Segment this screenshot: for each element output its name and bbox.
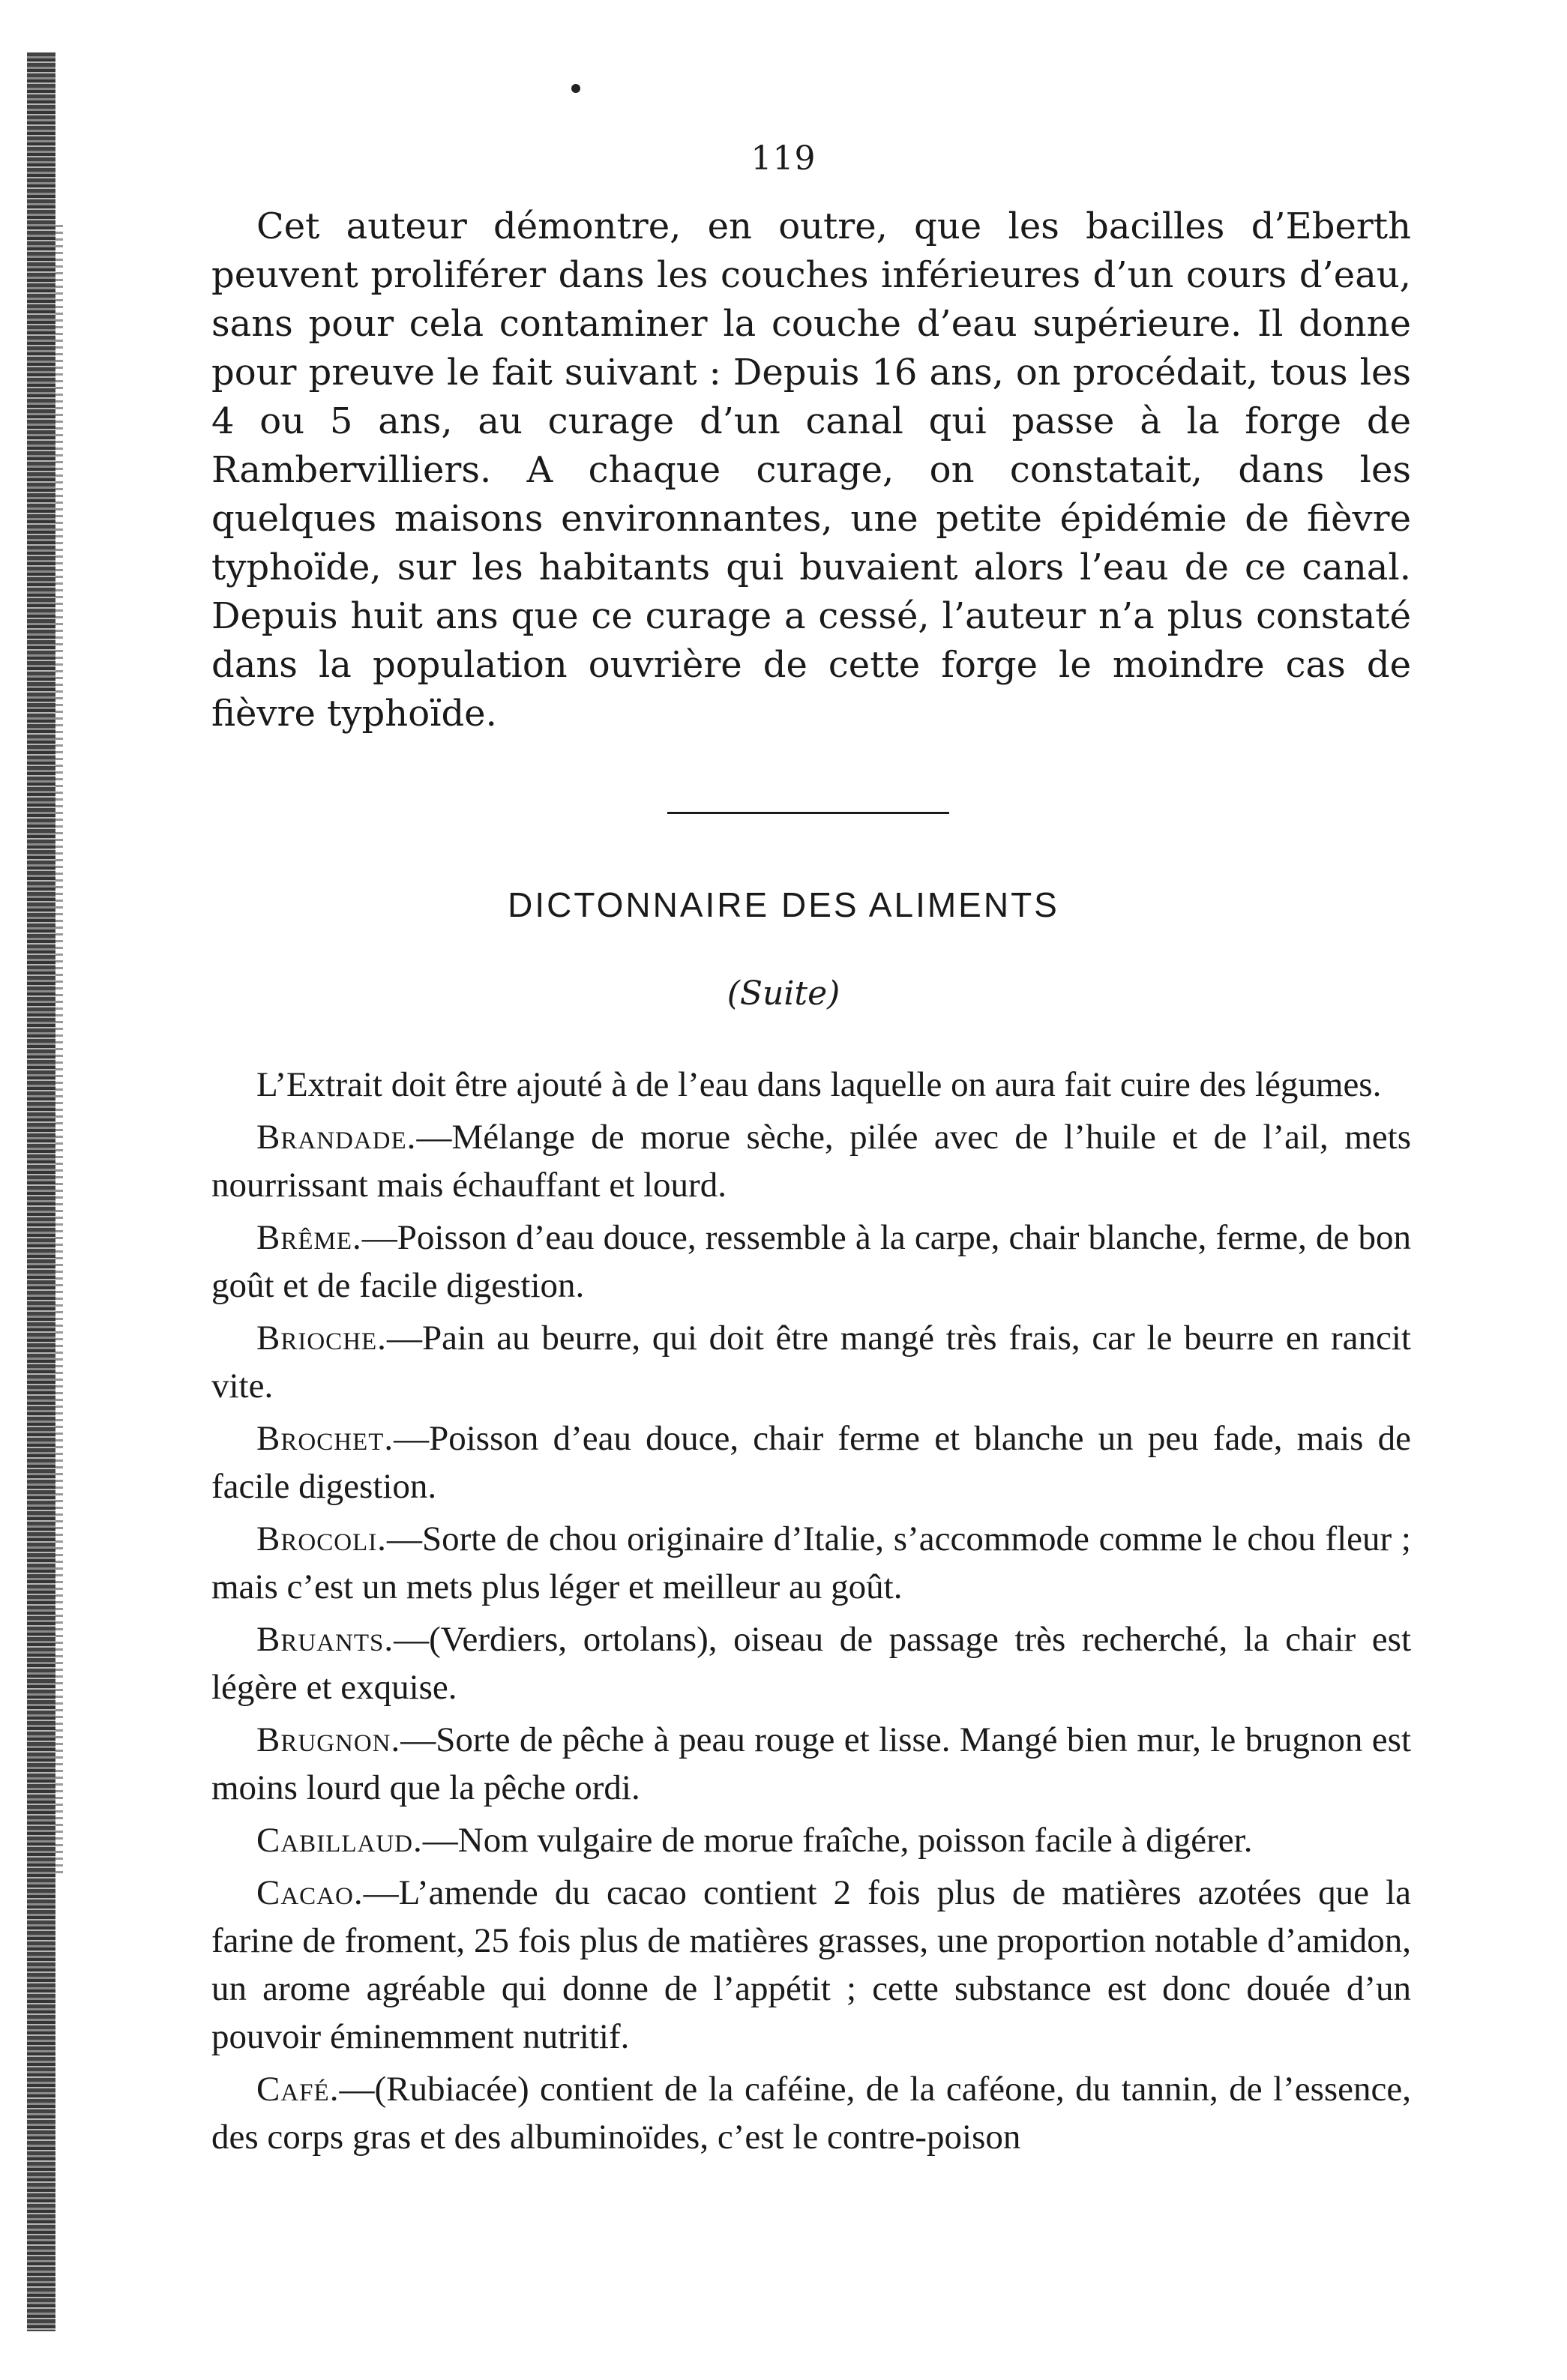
entry-term: Café. bbox=[256, 2070, 340, 2109]
entry-term: Brochet. bbox=[256, 1419, 394, 1458]
entry-definition: —Sorte de chou originaire d’Italie, s’accommode comme le chou fleur ; mais c’est un mets plus léger et meilleur au goût. bbox=[211, 1519, 1411, 1606]
dictionary-entry bbox=[211, 1716, 1411, 1812]
page-binding-edge bbox=[55, 225, 63, 1874]
dictionary-entry bbox=[211, 2065, 1411, 2161]
dictionary-entry bbox=[211, 1113, 1411, 1209]
section-divider bbox=[667, 812, 949, 814]
entry-term: Brême. bbox=[256, 1218, 362, 1257]
dictionary-entry bbox=[211, 1214, 1411, 1310]
dictionary-entry bbox=[211, 1869, 1411, 2061]
entry-definition: —Sorte de pêche à peau rouge et lisse. Mangé bien mur, le brugnon est moins lourd que la pêche ordi. bbox=[211, 1720, 1411, 1807]
intro-section bbox=[211, 202, 1411, 738]
entry-definition: —Poisson d’eau douce, ressemble à la carpe, chair blanche, ferme, de bon goût et de facile digestion. bbox=[211, 1218, 1411, 1305]
entry-term: Cacao. bbox=[256, 1873, 364, 1912]
entry-definition: —(Verdiers, ortolans), oiseau de passage très recherché, la chair est légère et exquise. bbox=[211, 1620, 1411, 1707]
entry-definition: —Poisson d’eau douce, chair ferme et blanche un peu fade, mais de facile digestion. bbox=[211, 1419, 1411, 1506]
section-subheading: (Suite) bbox=[727, 974, 840, 1013]
entry-term: Cabillaud. bbox=[256, 1821, 423, 1860]
entry-term: Brocoli. bbox=[256, 1519, 387, 1558]
dictionary-entry bbox=[211, 1816, 1411, 1864]
dictionary-entry bbox=[211, 1314, 1411, 1410]
page-number: 119 bbox=[751, 139, 816, 178]
page-binding-shadow bbox=[27, 52, 55, 2331]
dictionary-entries bbox=[211, 1061, 1411, 2166]
entry-term: Bruants. bbox=[256, 1620, 394, 1659]
entry-definition: —L’amende du cacao contient 2 fois plus de matières azotées que la farine de froment, 25 fois plus de matières grasses, une proportion notable d’amidon, un arome agréable qui donne de l’appétit ; cette substance est donc douée d’un pouvoir éminemment nutritif. bbox=[211, 1873, 1411, 2056]
dictionary-entry bbox=[211, 1615, 1411, 1711]
ink-dot bbox=[571, 84, 580, 93]
dictionary-entry bbox=[211, 1415, 1411, 1510]
dictionary-entry bbox=[211, 1515, 1411, 1611]
entry-term: Brioche. bbox=[256, 1319, 387, 1358]
entry-term: Brugnon. bbox=[256, 1720, 401, 1759]
entry-definition: —(Rubiacée) contient de la caféine, de la caféone, du tannin, de l’essence, des corps gras et des albuminoïdes, c’est le contre-poison bbox=[211, 2070, 1411, 2157]
lead-paragraph: L’Extrait doit être ajouté à de l’eau dans laquelle on aura fait cuire des légumes. bbox=[256, 1065, 1382, 1104]
entry-definition: —Mélange de morue sèche, pilée avec de l’huile et de l’ail, mets nourrissant mais échauffant et lourd. bbox=[211, 1118, 1411, 1205]
section-heading: DICTONNAIRE DES ALIMENTS bbox=[508, 885, 1059, 924]
intro-paragraph: Cet auteur démontre, en outre, que les bacilles d’Eberth peuvent proliférer dans les couches inférieures d’un cours d’eau, sans pour cela contaminer la couche d’eau supérieure. Il donne pour preuve le fait suivant : Depuis 16 ans, on procédait, tous les 4 ou 5 ans, au curage d’un canal qui passe à la forge de Rambervilliers. A chaque curage, on constatait, dans les quelques maisons environnantes, une petite épidémie de fièvre typhoïde, sur les habitants qui buvaient alors l’eau de ce canal. Depuis huit ans que ce curage a cessé, l’auteur n’a plus constaté dans la population ouvrière de cette forge le moindre cas de fièvre typhoïde. bbox=[211, 205, 1411, 735]
entry-definition: —Pain au beurre, qui doit être mangé très frais, car le beurre en rancit vite. bbox=[211, 1319, 1411, 1406]
entry-definition: —Nom vulgaire de morue fraîche, poisson facile à digérer. bbox=[422, 1821, 1253, 1860]
entry-term: Brandade. bbox=[256, 1118, 417, 1157]
